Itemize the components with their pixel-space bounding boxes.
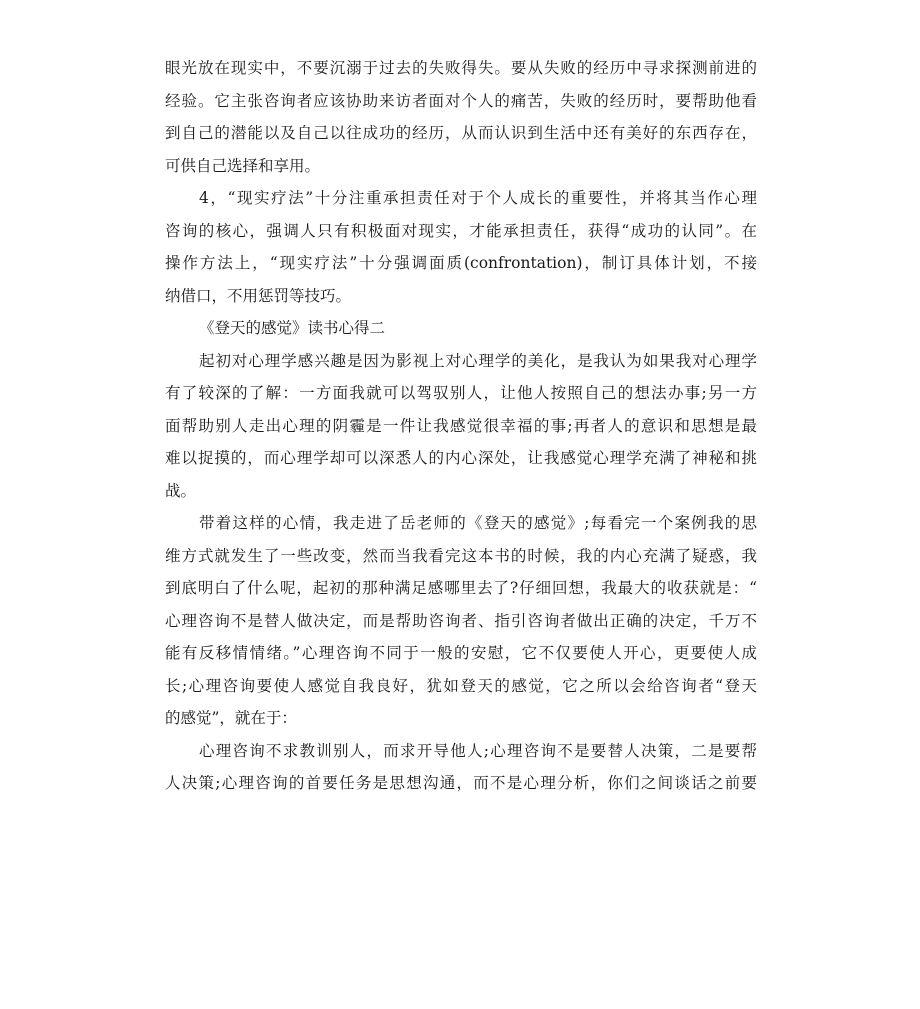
text-line: 战。: [165, 481, 197, 500]
text-line: 咨询的核心，强调人只有积极面对现实，才能承担责任，获得“成功的认同”。在: [165, 221, 757, 240]
text-line: 长;心理咨询要使人感觉自我良好，犹如登天的感觉，它之所以会给咨询者“登天: [165, 676, 757, 695]
text-line: 《登天的感觉》读书心得二: [199, 319, 386, 337]
text-line: 经验。它主张咨询者应该协助来访者面对个人的痛苦，失败的经历时，要帮助他看: [165, 91, 757, 110]
text-line: 的感觉”，就在于：: [165, 709, 297, 727]
text-line: 维方式就发生了一些改变，然而当我看完这本书的时候，我的内心充满了疑惑，我: [165, 546, 757, 565]
text-line: 心理咨询不求教训别人，而求开导他人;心理咨询不是要替人决策，二是要帮: [199, 741, 757, 760]
text-line: 到自己的潜能以及自己以往成功的经历，从而认识到生活中还有美好的东西存在，: [165, 124, 757, 142]
text-line: 带着这样的心情，我走进了岳老师的《登天的感觉》;每看完一个案例我的思: [199, 514, 757, 532]
text-line: 眼光放在现实中，不要沉溺于过去的失败得失。要从失败的经历中寻求探测前进的: [165, 59, 757, 77]
text-line: 纳借口，不用惩罚等技巧。: [165, 286, 352, 305]
text-line: 人决策;心理咨询的首要任务是思想沟通，而不是心理分析，你们之间谈话之前要: [165, 774, 757, 792]
text-line: 心理咨询不是替人做决定，而是帮助咨询者、指引咨询者做出正确的决定，千万不: [165, 611, 757, 630]
text-line: 操作方法上，“现实疗法”十分强调面质(confrontation)，制订具体计划，不接: [165, 254, 757, 272]
text-line: 能有反移情情绪。”心理咨询不同于一般的安慰，它不仅要使人开心，更要使人成: [165, 644, 757, 662]
document-page: [165, 52, 757, 800]
text-line: 4，“现实疗法”十分注重承担责任对于个人成长的重要性，并将其当作心理: [199, 189, 757, 207]
text-line: 起初对心理学感兴趣是因为影视上对心理学的美化，是我认为如果我对心理学: [199, 351, 757, 370]
text-line: 面帮助别人走出心理的阴霾是一件让我感觉很幸福的事;再者人的意识和思想是最: [165, 416, 757, 435]
text-line: 有了较深的了解：一方面我就可以驾驭别人，让他人按照自己的想法办事;另一方: [165, 384, 757, 402]
text-line: 难以捉摸的，而心理学却可以深悉人的内心深处，让我感觉心理学充满了神秘和挑: [165, 449, 757, 467]
text-line: 到底明白了什么呢，起初的那种满足感哪里去了?仔细回想，我最大的收获就是：“: [165, 579, 757, 597]
text-line: 可供自己选择和享用。: [165, 156, 321, 175]
